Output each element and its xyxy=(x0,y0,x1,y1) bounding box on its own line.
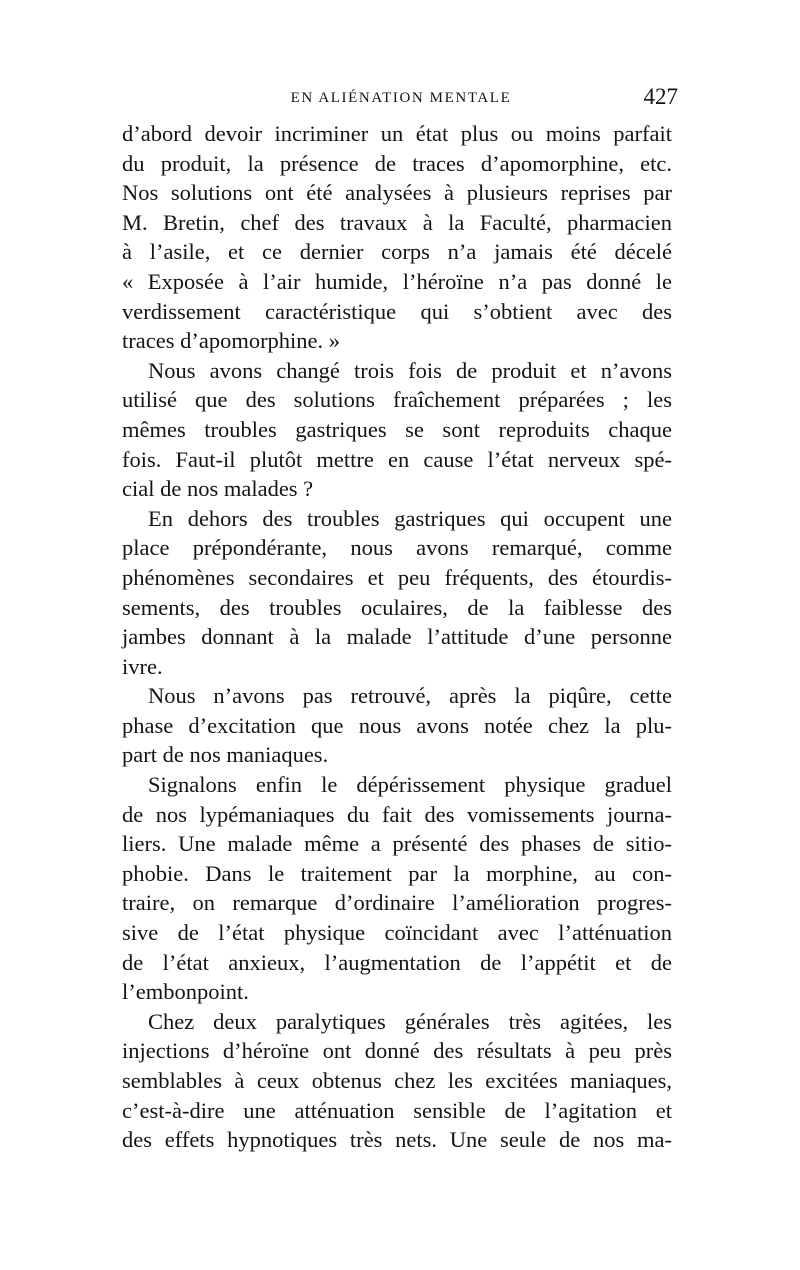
text-line: En dehors des troubles gastriques qui occupent une xyxy=(148,505,672,531)
text-line: à l’asile, et ce dernier corps n’a jamais été décelé xyxy=(122,239,672,265)
text-line: injections d’héroïne ont donné des résultats à peu près xyxy=(122,1038,672,1064)
text-line: Nous avons changé trois fois de produit et n’avons xyxy=(148,357,672,383)
text-line: c’est-à-dire une atténuation sensible de l’agitation et xyxy=(122,1097,672,1123)
text-line: semblables à ceux obtenus chez les excitées maniaques, xyxy=(122,1068,672,1093)
text-line: Nous n’avons pas retrouvé, après la piqûre, cette xyxy=(148,683,672,709)
text-line: phase d’excitation que nous avons notée chez la plu- xyxy=(122,712,672,738)
running-head xyxy=(122,84,680,116)
body-text xyxy=(122,119,672,1155)
text-line: phobie. Dans le traitement par la morphine, au con- xyxy=(122,860,672,886)
text-line: jambes donnant à la malade l’attitude d’une personne xyxy=(122,624,672,650)
text-line: Chez deux paralytiques générales très agitées, les xyxy=(148,1008,672,1034)
text-line: des effets hypnotiques très nets. Une seule de nos ma- xyxy=(122,1127,672,1153)
text-line: place prépondérante, nous avons remarqué, comme xyxy=(122,535,672,561)
text-line: cial de nos malades ? xyxy=(122,476,314,502)
text-line: d’abord devoir incriminer un état plus ou moins parfait xyxy=(122,121,672,146)
text-line: de nos lypémaniaques du fait des vomissements journa- xyxy=(122,801,672,827)
text-line: fois. Faut-il plutôt mettre en cause l’état nerveux spé- xyxy=(122,446,672,472)
text-line: Nos solutions ont été analysées à plusieurs reprises par xyxy=(122,180,672,206)
text-line: mêmes troubles gastriques se sont reproduits chaque xyxy=(122,416,672,442)
text-line: utilisé que des solutions fraîchement préparées ; les xyxy=(122,387,672,413)
text-line: sements, des troubles oculaires, de la faiblesse des xyxy=(122,594,672,620)
text-line: Signalons enfin le dépérissement physique graduel xyxy=(148,772,672,798)
running-title: EN ALIÉNATION MENTALE xyxy=(290,90,512,106)
text-line: M. Bretin, chef des travaux à la Faculté, pharmacien xyxy=(122,209,672,235)
page-number: 427 xyxy=(643,84,678,109)
text-line: part de nos maniaques. xyxy=(122,742,329,768)
text-line: du produit, la présence de traces d’apomorphine, etc. xyxy=(122,150,672,176)
text-line: verdissement caractéristique qui s’obtient avec des xyxy=(122,298,672,324)
text-line: ivre. xyxy=(122,653,163,679)
text-line: « Exposée à l’air humide, l’héroïne n’a pas donné le xyxy=(122,268,672,294)
text-line: l’embonpoint. xyxy=(122,979,249,1005)
text-line: phénomènes secondaires et peu fréquents, des étourdis- xyxy=(122,564,672,590)
text-line: sive de l’état physique coïncidant avec l’atténuation xyxy=(122,920,672,946)
text-line: liers. Une malade même a présenté des phases de sitio- xyxy=(122,831,672,857)
text-line: traces d’apomorphine. » xyxy=(122,328,341,354)
text-line: traire, on remarque d’ordinaire l’amélioration progres- xyxy=(122,890,672,916)
text-line: de l’état anxieux, l’augmentation de l’appétit et de xyxy=(122,949,672,975)
